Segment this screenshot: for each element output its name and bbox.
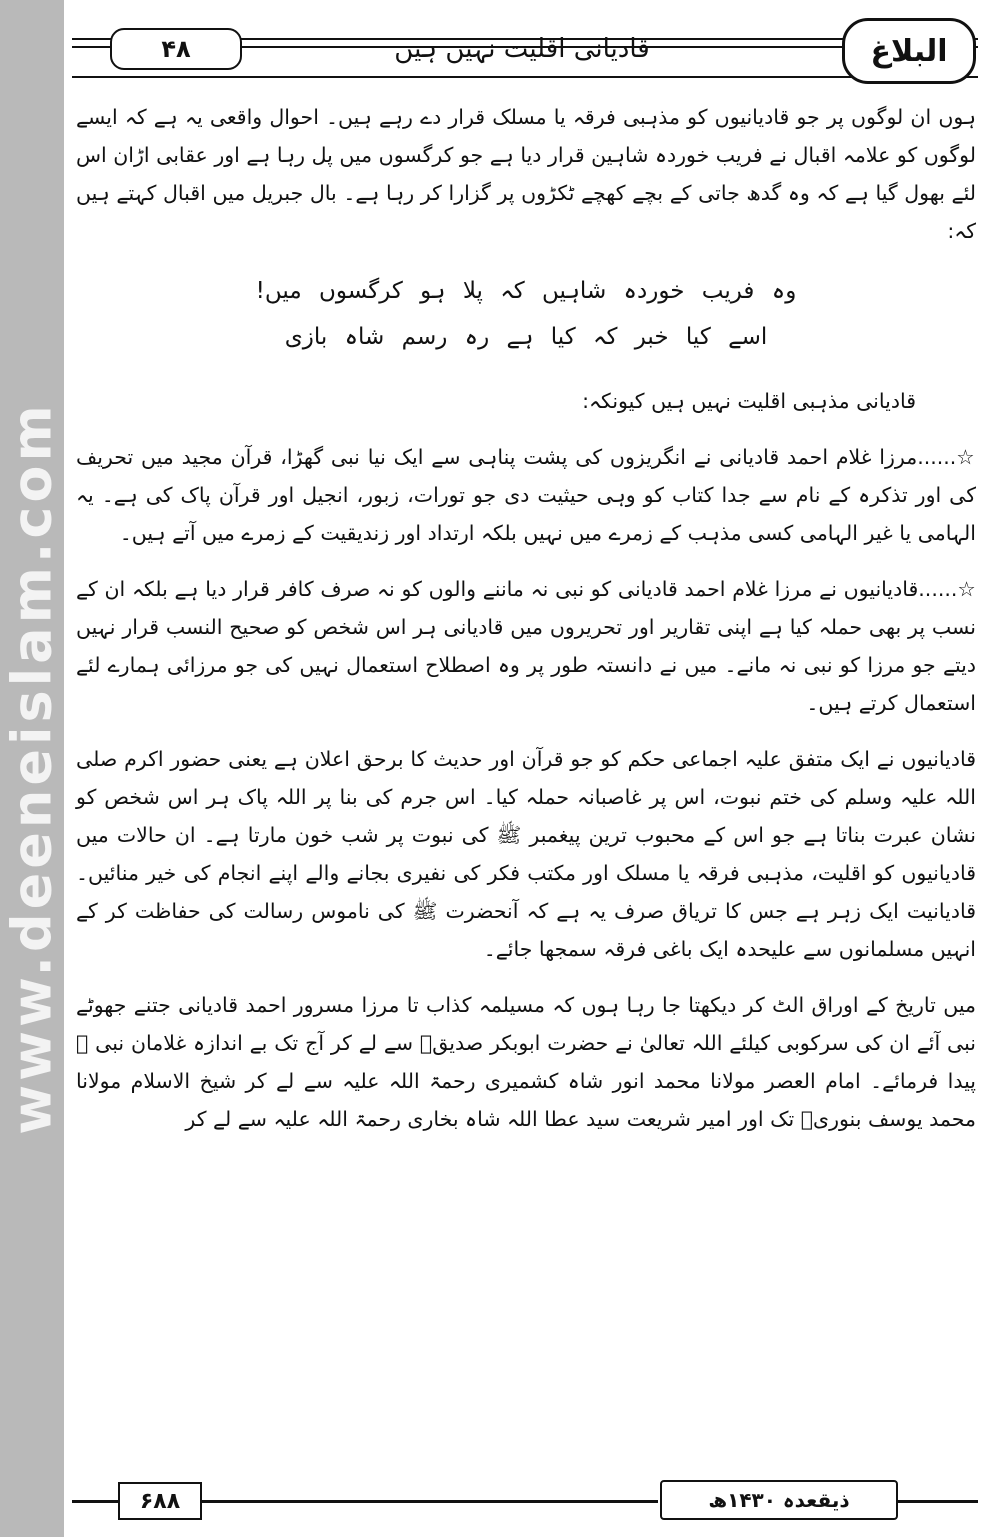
header-rule-bottom <box>72 76 978 78</box>
issue-date: ذیقعدہ ۱۴۳۰ھ <box>660 1480 898 1520</box>
footer-rule-middle <box>202 1500 658 1503</box>
bullet-text-1: ......مرزا غلام احمد قادیانی نے انگریزوں کی پشت پناہی سے ایک نیا نبی گھڑا، قرآن مجید میں تحریف کی اور تذکرہ کے نام سے جدا کتاب کو وہی حیثیت دی جو تورات، زبور، انجیل اور قرآن پاک کی ہے۔ یہ الہامی یا غیر الہامی کسی مذہب کے زمرے میں نہیں بلکہ ارتداد اور زندیقیت کے زمرے میں آتے ہیں۔ <box>76 445 976 545</box>
paragraph-intro: ہوں ان لوگوں پر جو قادیانیوں کو مذہبی فرقہ یا مسلک قرار دے رہے ہیں۔ احوال واقعی یہ ہے کہ ایسے لوگوں کو علامہ اقبال نے فریب خوردہ شاہین قرار دیا ہے جو کرگسوں میں پل رہا ہے اور عقابی اڑان اس لئے بھول گیا ہے کہ وہ گدھ جاتی کے بچے کھچے ٹکڑوں پر گزارا کر رہا ہے۔ بال جبریل میں اقبال کہتے ہیں کہ: <box>76 105 976 243</box>
bullet-item-2 <box>76 570 976 722</box>
bullet-item-1 <box>76 438 976 552</box>
poem-line-2: اسے کیا خبر کہ کیا ہے رہ رسم شاہ بازی <box>284 324 768 350</box>
header-page-number: ۴۸ <box>110 28 242 70</box>
footer-rule-right <box>898 1500 978 1503</box>
page-title: قادیانی اقلیت نہیں ہیں <box>394 34 650 64</box>
page-footer <box>72 1478 978 1526</box>
poem-couplet <box>76 268 976 360</box>
section-subheading: قادیانی مذہبی اقلیت نہیں ہیں کیونکہ: <box>582 389 916 413</box>
article-body <box>76 98 976 1156</box>
poem-line-1: وہ فریب خوردہ شاہیں کہ پلا ہو کرگسوں میں! <box>255 278 797 304</box>
bullet-text-2: ......قادیانیوں نے مرزا غلام احمد قادیانی کو نبی نہ ماننے والوں کو نہ صرف کافر قرار دیا ہے بلکہ ان کے نسب پر بھی حملہ کیا ہے اپنی تقاریر اور تحریروں میں قادیانی ہر اس شخص کو صحیح النسب قرار نہیں دیتے جو مرزا کو نبی نہ مانے۔ میں نے دانستہ طور پر وہ اصطلاح استعمال نہیں کی جو مرزائی ہمارے لئے استعمال کرتے ہیں۔ <box>76 577 976 715</box>
watermark-text: www.deeneislam.com <box>0 401 64 1135</box>
footer-page-number: ۶۸۸ <box>118 1482 202 1520</box>
magazine-logo: البلاغ <box>842 18 976 84</box>
footer-rule-left <box>72 1500 118 1503</box>
paragraph-history: میں تاریخ کے اوراق الٹ کر دیکھتا جا رہا ہوں کہ مسیلمہ کذاب تا مرزا مسرور احمد قادیانی جتنے جھوٹے نبی آئے ان کی سرکوبی کیلئے اللہ تعالیٰ نے حضرت ابوبکر صدیقؓ سے لے کر آج تک بے اندازہ غلامان نبی ﷺ پیدا فرمائے۔ امام العصر مولانا محمد انور شاہ کشمیری رحمۃ اللہ علیہ سے لے کر شیخ الاسلام مولانا محمد یوسف بنوریؒ تک اور امیر شریعت سید عطا اللہ شاہ بخاری رحمۃ اللہ علیہ سے لے کر <box>76 993 976 1131</box>
paragraph-main: قادیانیوں نے ایک متفق علیہ اجماعی حکم کو جو قرآن اور حدیث کا برحق اعلان ہے یعنی حضور اکرم صلی اللہ علیہ وسلم کی ختم نبوت، اس پر غاصبانہ حملہ کیا۔ اس جرم کی بنا پر اللہ پاک ہر اس شخص کو نشان عبرت بناتا ہے جو اس کے محبوب ترین پیغمبر ﷺ کی نبوت پر شب خون مارتا ہے۔ ان حالات میں قادیانیوں کو اقلیت، مذہبی فرقہ یا مسلک اور مکتب فکر کی نفیری بجانے والے اپنے انجام کی خیر منائیں۔ قادیانیت ایک زہر ہے جس کا تریاق صرف یہ ہے کہ آنحضرت ﷺ کی ناموس رسالت کی حفاظت کر کے انہیں مسلمانوں سے علیحدہ ایک باغی فرقہ سمجھا جائے۔ <box>76 747 976 961</box>
star-icon: ☆ <box>957 577 976 601</box>
watermark-sidebar <box>0 0 64 1537</box>
star-icon: ☆ <box>956 445 976 469</box>
page-header <box>72 18 978 80</box>
